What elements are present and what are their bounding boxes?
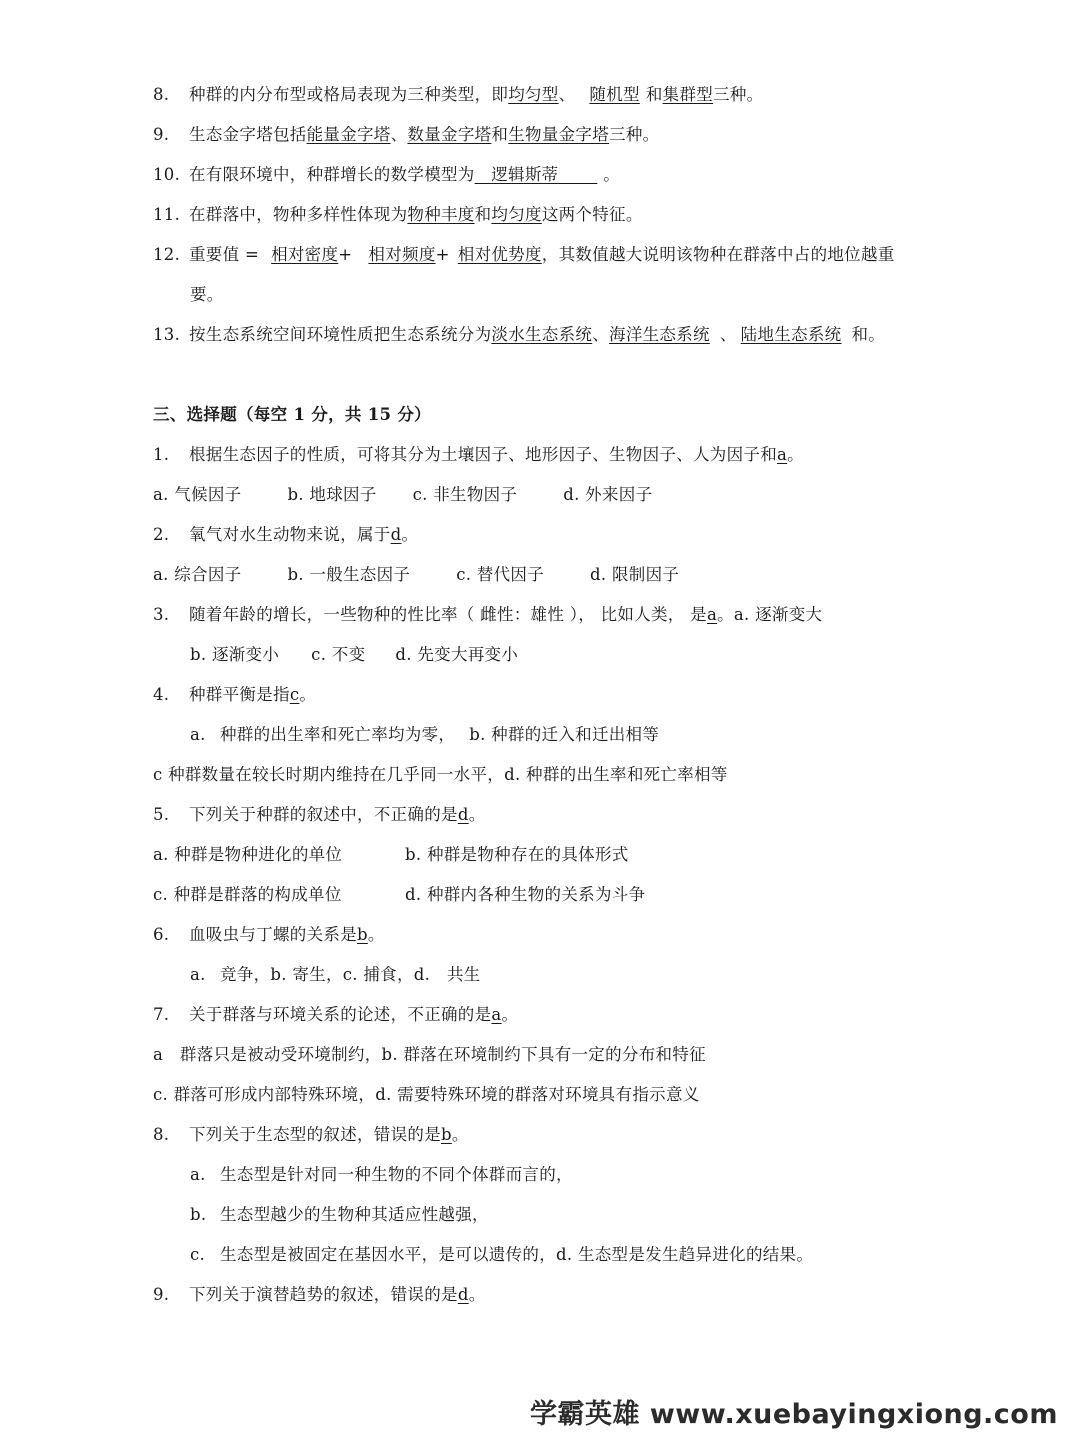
answer-letter: b	[441, 1125, 452, 1144]
answer-blank: 能量金字塔	[306, 125, 391, 144]
answer-blank: 相对优势度	[457, 245, 542, 264]
choice-options-4a	[190, 724, 659, 746]
choice-option-8c	[190, 1244, 813, 1266]
option-label: c.	[190, 1245, 206, 1264]
answer-letter: d	[457, 805, 469, 824]
choice-question-5	[153, 804, 486, 826]
separator: 、	[719, 325, 737, 344]
answer-blank: 相对密度	[271, 245, 339, 264]
question-number: 6.	[153, 925, 170, 944]
option-text: 生态型越少的生物种其适应性越强，	[220, 1205, 489, 1224]
option-d: d. 外来因子	[563, 485, 653, 504]
choice-question-2	[153, 524, 418, 546]
answer-text: 逻辑斯蒂	[491, 165, 559, 184]
question-number: 7.	[153, 1005, 170, 1024]
question-text-end: 。	[603, 165, 621, 184]
choice-question-3	[153, 604, 822, 626]
fill-question-12	[153, 244, 895, 266]
answer-blank: 数量金字塔	[407, 125, 492, 144]
choice-options-7a: a 群落只是被动受环境制约，b. 群落在环境制约下具有一定的分布和特征	[153, 1045, 706, 1064]
option-b: b. 地球因子	[287, 485, 377, 504]
question-text-end: 。a. 逐渐变大	[717, 605, 823, 624]
question-text: 种群的内分布型或格局表现为三种类型，即	[189, 85, 509, 104]
question-number: 5.	[153, 805, 170, 824]
question-text-end: 。	[468, 805, 486, 824]
choice-options-1	[153, 484, 652, 506]
question-text-end: 。	[501, 1005, 519, 1024]
choice-option-8b	[190, 1204, 489, 1226]
choice-options-5a	[153, 844, 629, 866]
question-text: 种群平衡是指	[189, 685, 290, 704]
fill-question-8	[153, 84, 763, 106]
choice-options-7b: c. 群落可形成内部特殊环境，d. 需要特殊环境的群落对环境具有指示意义	[153, 1085, 700, 1104]
question-text-end: 。	[451, 1125, 469, 1144]
site-watermark: 学霸英雄 www.xuebayingxiong.com	[529, 1399, 1058, 1430]
choice-question-4	[153, 684, 316, 706]
option-a: a. 气候因子	[153, 485, 242, 504]
choice-question-1	[153, 444, 804, 466]
option-a-label: a.	[190, 965, 206, 984]
answer-blank: 随机型	[589, 85, 640, 104]
question-text-end: 这两个特征。	[541, 205, 643, 224]
option-label: a.	[190, 1165, 206, 1184]
plus-sign: +	[435, 245, 450, 264]
option-b: b. 一般生态因子	[287, 565, 411, 584]
fill-question-12-cont: 要。	[190, 285, 224, 304]
option-d: d. 种群内各种生物的关系为斗争	[405, 885, 646, 904]
option-c: c. 不变	[311, 645, 366, 664]
answer-letter: c	[289, 685, 300, 704]
question-text: 氧气对水生动物来说，属于	[189, 525, 391, 544]
option-b: b. 种群是物种存在的具体形式	[405, 845, 629, 864]
conjunction: 和	[645, 85, 663, 104]
option-a: 种群的出生率和死亡率均为零，	[220, 725, 456, 744]
answer-letter: a	[706, 605, 718, 624]
answer-blank: 物种丰度	[407, 205, 475, 224]
option-label: b.	[190, 1205, 207, 1224]
question-text: 在群落中，物种多样性体现为	[189, 205, 408, 224]
question-number: 13.	[153, 325, 181, 344]
option-a: a. 种群是物种进化的单位	[153, 845, 343, 864]
choice-question-7	[153, 1004, 518, 1026]
question-text-end: 三种。	[713, 85, 764, 104]
choice-question-8	[153, 1124, 469, 1146]
question-text-end: 。	[787, 445, 804, 464]
separator: 、	[558, 85, 576, 104]
answer-letter: d	[390, 525, 402, 544]
option-a-label: a.	[190, 725, 206, 744]
question-text: 随着年龄的增长，一些物种的性比率（ 雌性：雄性 ）， 比如人类， 是	[189, 605, 707, 624]
separator: 、	[390, 125, 408, 144]
separator: 、	[592, 325, 610, 344]
question-text: 根据生态因子的性质，可将其分为土壤因子、地形因子、生物因子、人为因子和	[189, 445, 777, 464]
question-text-end: 。	[367, 925, 385, 944]
choice-question-9	[153, 1284, 486, 1306]
question-number: 12.	[153, 245, 181, 264]
question-text: 重要值 =	[189, 245, 260, 264]
plus-sign: +	[338, 245, 353, 264]
answer-blank: 均匀型	[508, 85, 559, 104]
question-text-end: ，其数值越大说明该物种在群落中占的地位越重	[541, 245, 895, 264]
question-text: 在有限环境中，种群增长的数学模型为	[189, 165, 475, 184]
question-text-end: 和。	[851, 325, 886, 344]
question-text: 按生态系统空间环境性质把生态系统分为	[189, 325, 492, 344]
option-d: d. 先变大再变小	[395, 645, 519, 664]
answer-blank: 陆地生态系统	[740, 325, 842, 344]
question-number: 8.	[153, 1125, 170, 1144]
conjunction: 和	[474, 205, 492, 224]
choice-options-5b	[153, 884, 645, 906]
answer-blank: 均匀度	[491, 205, 542, 224]
question-number: 4.	[153, 685, 170, 704]
option-text: 生态型是被固定在基因水平，是可以遗传的，d. 生态型是发生趋异进化的结果。	[220, 1245, 814, 1264]
question-text-end: 三种。	[609, 125, 660, 144]
answer-blank	[475, 164, 598, 186]
question-text: 血吸虫与丁螺的关系是	[189, 925, 357, 944]
question-text: 下列关于种群的叙述中，不正确的是	[189, 805, 458, 824]
question-text: 下列关于演替趋势的叙述，错误的是	[189, 1285, 458, 1304]
answer-blank: 海洋生态系统	[609, 325, 710, 344]
option-text: 生态型是针对同一种生物的不同个体群而言的，	[220, 1165, 573, 1184]
option-c: c. 种群是群落的构成单位	[153, 885, 342, 904]
question-number: 1.	[153, 445, 170, 464]
question-number: 10.	[153, 165, 181, 184]
question-number: 2.	[153, 525, 170, 544]
question-number: 3.	[153, 605, 170, 624]
question-text: 关于群落与环境关系的论述，不正确的是	[189, 1005, 492, 1024]
choice-question-6	[153, 924, 385, 946]
choice-options-2	[153, 564, 679, 586]
fill-question-9	[153, 124, 659, 146]
answer-blank: 相对频度	[368, 245, 436, 264]
options-text: 竞争，b. 寄生，c. 捕食，d. 共生	[220, 965, 481, 984]
question-number: 9.	[153, 1285, 170, 1304]
question-number: 9.	[153, 125, 170, 144]
answer-letter: b	[357, 925, 368, 944]
option-b: b. 逐渐变小	[190, 645, 280, 664]
answer-blank: 生物量金字塔	[508, 125, 610, 144]
choice-options-4b: c 种群数量在较长时期内维持在几乎同一水平，d. 种群的出生率和死亡率相等	[153, 765, 728, 784]
option-c: c. 替代因子	[456, 565, 545, 584]
fill-question-11	[153, 204, 643, 226]
conjunction: 和	[491, 125, 509, 144]
answer-letter: a	[491, 1005, 502, 1024]
question-number: 8.	[153, 85, 170, 104]
option-d: d. 限制因子	[590, 565, 680, 584]
answer-blank: 集群型	[662, 85, 714, 104]
option-a: a. 综合因子	[153, 565, 242, 584]
choice-options-3	[190, 644, 518, 666]
section-title: 三、选择题（每空 1 分，共 15 分）	[153, 405, 431, 424]
question-text: 下列关于生态型的叙述，错误的是	[189, 1125, 441, 1144]
fill-question-13	[153, 324, 885, 346]
choice-option-8a	[190, 1164, 573, 1186]
question-number: 11.	[153, 205, 181, 224]
choice-options-6	[190, 964, 481, 986]
option-b: b. 种群的迁入和迁出相等	[469, 725, 660, 744]
answer-letter: d	[457, 1285, 469, 1304]
question-text-end: 。	[299, 685, 317, 704]
fill-question-10	[153, 164, 620, 186]
question-text-end: 。	[401, 525, 419, 544]
question-text: 生态金字塔包括	[189, 125, 307, 144]
answer-letter: a	[777, 445, 788, 464]
option-c: c. 非生物因子	[412, 485, 518, 504]
answer-blank: 淡水生态系统	[491, 325, 593, 344]
question-text-end: 。	[468, 1285, 486, 1304]
